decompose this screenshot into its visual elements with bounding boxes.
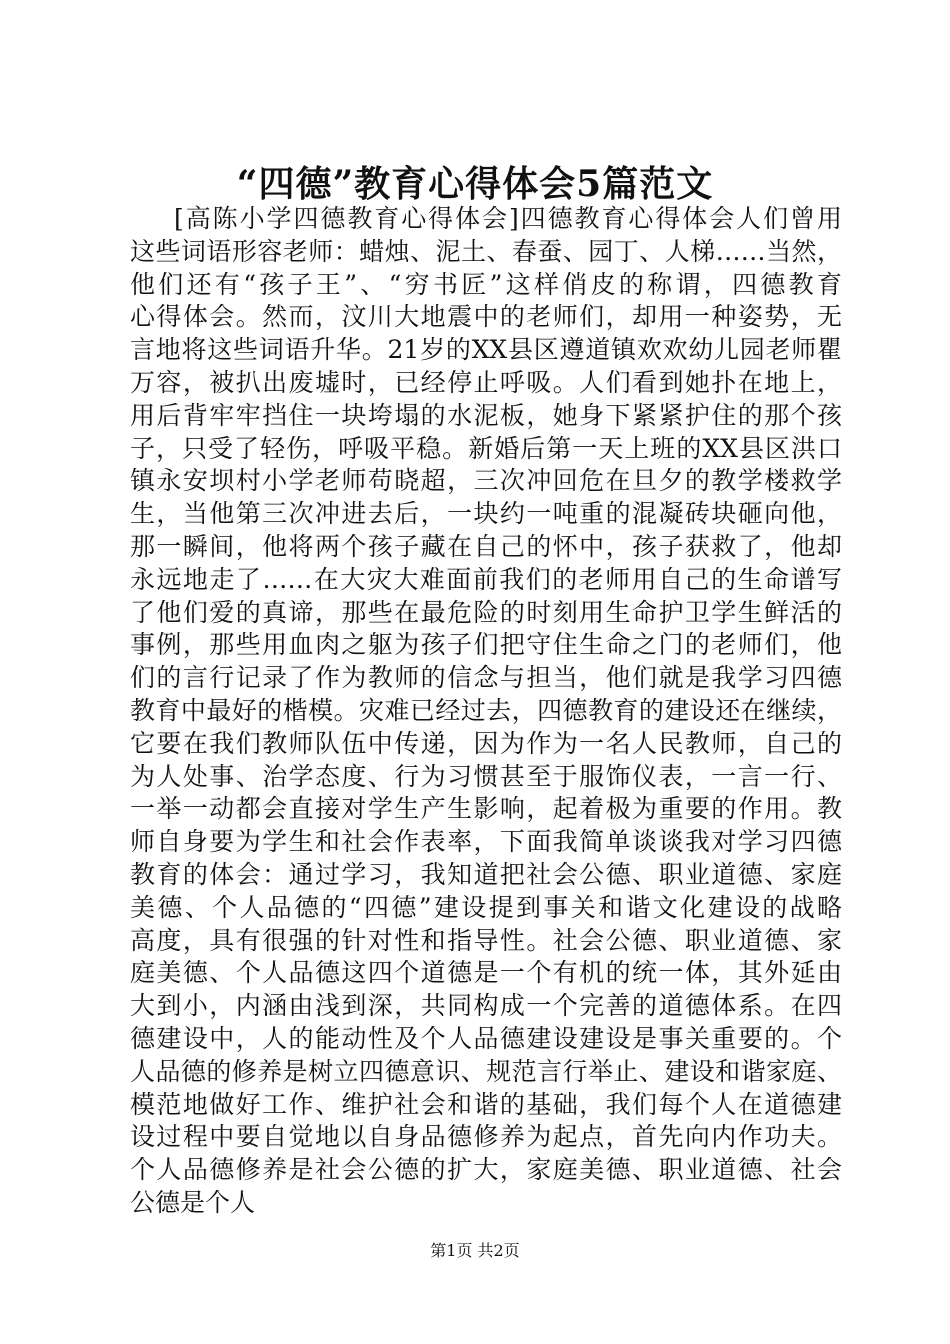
body-line: 们的言行记录了作为教师的信念与担当，他们就是我学习四德 bbox=[130, 663, 842, 693]
body-line: 教育中最好的楷模。灾难已经过去，四德教育的建设还在继续， bbox=[130, 695, 842, 725]
body-line: 人品德的修养是树立四德意识、规范言行举止、建设和谐家庭、 bbox=[130, 1056, 842, 1086]
body-line: 设过程中要自觉地以自身品德修养为起点，首先向内作功夫。 bbox=[130, 1122, 842, 1152]
body-line: 公德是个人 bbox=[130, 1187, 256, 1217]
body-line: 那一瞬间，他将两个孩子藏在自己的怀中，孩子获救了，他却 bbox=[130, 531, 842, 561]
body-line: 了他们爱的真谛，那些在最危险的时刻用生命护卫学生鲜活的 bbox=[130, 597, 842, 627]
body-line: 子，只受了轻伤，呼吸平稳。新婚后第一天上班的XX县区洪口 bbox=[130, 433, 842, 463]
body-line: 高度，具有很强的针对性和指导性。社会公德、职业道德、家 bbox=[130, 925, 842, 955]
body-line: 生，当他第三次冲进去后，一块约一吨重的混凝砖块砸向他， bbox=[130, 499, 842, 529]
body-line: 为人处事、治学态度、行为习惯甚至于服饰仪表，一言一行、 bbox=[130, 761, 842, 791]
body-line: 这些词语形容老师：蜡烛、泥土、春蚕、园丁、人梯……当然， bbox=[130, 236, 842, 266]
body-line: 事例，那些用血肉之躯为孩子们把守住生命之门的老师们，他 bbox=[130, 630, 842, 660]
document-title: “四德”教育心得体会5篇范文 bbox=[236, 163, 714, 205]
body-line: 言地将这些词语升华。21岁的XX县区遵道镇欢欢幼儿园老师瞿 bbox=[130, 335, 842, 365]
body-line: 镇永安坝村小学老师苟晓超，三次冲回危在旦夕的教学楼救学 bbox=[130, 466, 842, 496]
body-line: 教育的体会：通过学习，我知道把社会公德、职业道德、家庭 bbox=[130, 859, 842, 889]
page-footer: 第1页 共2页 bbox=[430, 1241, 520, 1260]
body-line: 他们还有“孩子王”、“穷书匠”这样俏皮的称谓，四德教育 bbox=[130, 269, 842, 299]
body-line: 师自身要为学生和社会作表率，下面我简单谈谈我对学习四德 bbox=[130, 827, 842, 857]
body-line: 它要在我们教师队伍中传递，因为作为一名人民教师，自己的 bbox=[130, 728, 842, 758]
body-line: [高陈小学四德教育心得体会]四德教育心得体会人们曾用 bbox=[174, 204, 842, 233]
body-line: 一举一动都会直接对学生产生影响，起着极为重要的作用。教 bbox=[130, 794, 842, 824]
body-line: 心得体会。然而，汶川大地震中的老师们，却用一种姿势，无 bbox=[130, 302, 842, 332]
body-line: 庭美德、个人品德这四个道德是一个有机的统一体，其外延由 bbox=[130, 958, 842, 988]
body-line: 大到小，内涵由浅到深，共同构成一个完善的道德体系。在四 bbox=[130, 991, 842, 1021]
body-line: 个人品德修养是社会公德的扩大，家庭美德、职业道德、社会 bbox=[130, 1155, 842, 1185]
body-line: 模范地做好工作、维护社会和谐的基础，我们每个人在道德建 bbox=[130, 1089, 842, 1119]
body-line: 美德、个人品德的“四德”建设提到事关和谐文化建设的战略 bbox=[130, 892, 842, 922]
body-paragraph bbox=[130, 203, 842, 1220]
body-line: 万容，被扒出废墟时，已经停止呼吸。人们看到她扑在地上， bbox=[130, 367, 842, 397]
body-line: 德建设中，人的能动性及个人品德建设建设是事关重要的。个 bbox=[130, 1023, 842, 1053]
body-line: 用后背牢牢挡住一块垮塌的水泥板，她身下紧紧护住的那个孩 bbox=[130, 400, 842, 430]
body-line: 永远地走了……在大灾大难面前我们的老师用自己的生命谱写 bbox=[130, 564, 842, 594]
